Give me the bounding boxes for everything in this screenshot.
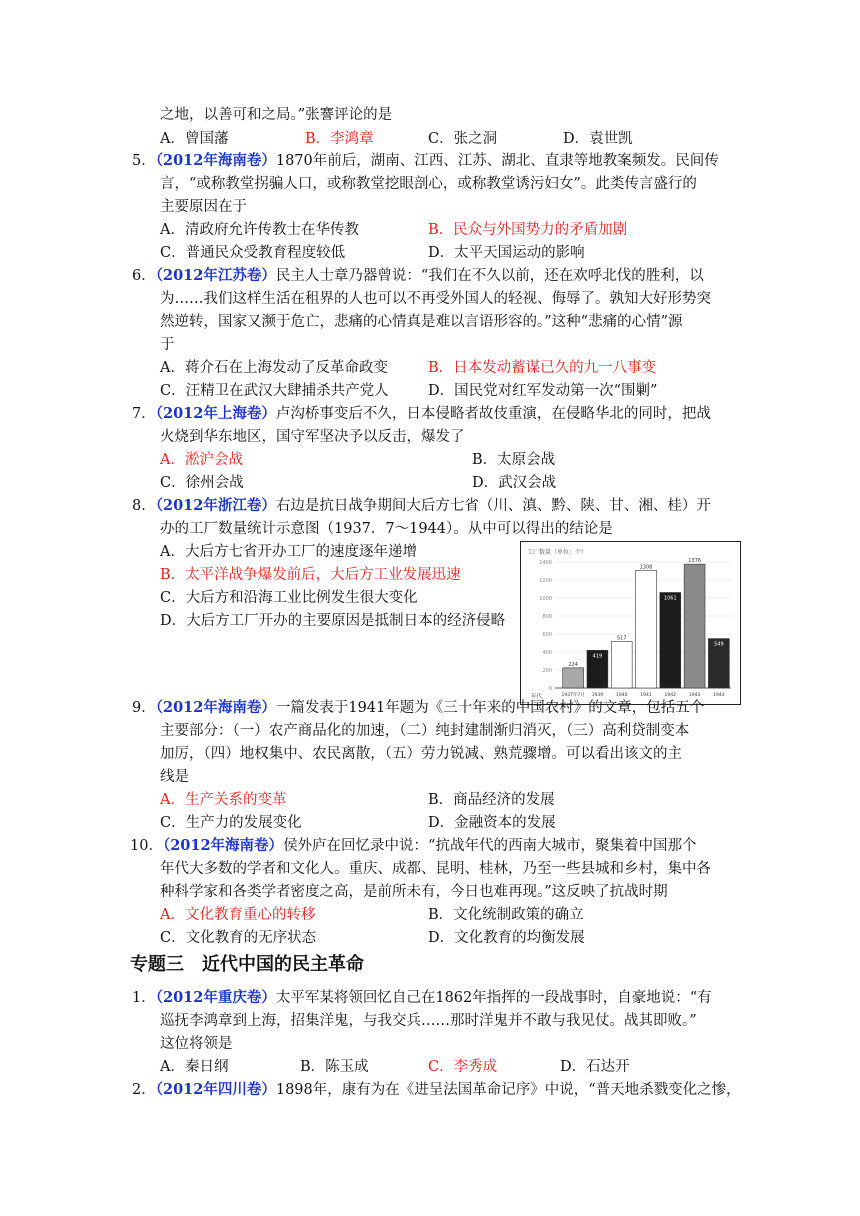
x-tick-label: 1943	[688, 693, 701, 698]
y-tick-label: 800	[542, 614, 552, 620]
bar-value-label: 419	[592, 653, 603, 660]
question-8	[132, 495, 711, 517]
bar-value-label: 1376	[688, 558, 701, 565]
option-d: D．国民党对红军发动第一次“围剿”	[428, 383, 658, 399]
factory-count-chart	[520, 541, 741, 705]
y-tick-label: 200	[542, 668, 552, 674]
question-source: （2012年海南卷）	[155, 152, 276, 169]
option-d: D．石达开	[560, 1059, 630, 1075]
question-text: 加厉，（四）地权集中、农民离散，（五）劳力锐减、熟荒骤增。可以看出该文的主	[160, 746, 682, 762]
option-b: B．文化统制政策的确立	[428, 907, 584, 923]
question-text: 言，“或称教堂拐骗人口，或称教堂挖眼剖心，或称教堂诱污妇女”。此类传言盛行的	[160, 176, 697, 192]
question-source: （2012年江苏卷）	[155, 267, 276, 284]
option-b-answer: B．日本发动蓄谋已久的九一八事变	[428, 360, 657, 376]
question-text: 1898年，康有为在《进呈法国革命记序》中说，“普天地杀戮变化之惨，	[275, 1082, 741, 1098]
question-text: 右边是抗日战争期间大后方七省（川、滇、黔、陕、甘、湘、桂）开	[275, 498, 711, 514]
option-d: D．太平天国运动的影响	[428, 245, 585, 261]
y-tick-label: 1400	[539, 560, 552, 566]
option-c: C．文化教育的无序状态	[160, 930, 317, 946]
question-text: 年代大多数的学者和文化人。重庆、成都、昆明、桂林，乃至一些县城和乡村，集中各	[160, 861, 711, 877]
y-tick-label: 600	[542, 632, 552, 638]
bar-chart	[521, 542, 739, 703]
question-source: （2012年浙江卷）	[155, 497, 276, 514]
question-text: 办的工厂数量统计示意图（1937．7～1944）。从中可以得出的结论是	[160, 521, 613, 537]
bar-value-label: 1308	[639, 564, 653, 571]
question-source: （2012年海南卷）	[162, 837, 284, 854]
x-tick-label: 1942	[664, 693, 677, 698]
question-number: 8．	[132, 498, 156, 514]
option-d: D．武汉会战	[472, 475, 557, 491]
section-heading: 专题三 近代中国的民主革命	[130, 954, 364, 975]
bar	[563, 668, 584, 688]
chart-bars	[563, 558, 730, 688]
question-source: （2012年上海卷）	[155, 405, 276, 422]
question-text: 种科学家和各类学者密度之高，是前所未有，今日也难再现。”这反映了抗战时期	[160, 884, 668, 900]
question-text: 一篇发表于1941年题为《三十年来的中国农村》的文章，包括五个	[275, 700, 705, 716]
question-number: 1．	[132, 990, 156, 1006]
option-a: A．蒋介石在上海发动了反革命政变	[160, 360, 388, 376]
question-text: 然逆转，国家又濒于危亡，悲痛的心情真是难以言语形容的。”这种“悲痛的心情”源	[160, 314, 683, 330]
option-b-answer: B．李鸿章	[305, 131, 374, 147]
option-d: D．袁世凯	[563, 131, 633, 147]
y-tick-label: 1200	[539, 578, 552, 584]
section-question-2	[132, 1079, 741, 1101]
question-7	[132, 403, 711, 425]
y-tick-label: 0	[548, 686, 552, 692]
question-text: 主要部分：（一）农产商品化的加速，（二）纯封建制渐归消灭，（三）高利贷制变本	[160, 723, 690, 739]
question-text: 巡抚李鸿章到上海，招集洋鬼，与我交兵……那时洋鬼并不敢与我见仗。战其即败。”	[160, 1013, 697, 1029]
x-tick-label: 1937年7月	[561, 693, 585, 698]
option-d: D．金融资本的发展	[428, 815, 556, 831]
y-tick-labels	[539, 560, 552, 692]
x-tick-label: 1939	[591, 693, 604, 698]
bar	[611, 641, 632, 688]
question-text: 民主人士章乃器曾说：“我们在不久以前，还在欢呼北伐的胜利，以	[275, 268, 704, 284]
question-text: 1870年前后，湖南、江西、江苏、湖北、直隶等地教案频发。民间传	[275, 153, 719, 169]
bar	[636, 570, 657, 688]
option-a: A．秦日纲	[160, 1059, 229, 1075]
option-c-answer: C．李秀成	[428, 1059, 498, 1075]
option-c: C．张之洞	[428, 131, 498, 147]
option-b: B．商品经济的发展	[428, 792, 555, 808]
question-number: 9．	[132, 700, 156, 716]
question-text: 为……我们这样生活在租界的人也可以不再受外国人的轻视、侮辱了。孰知大好形势突	[160, 291, 711, 307]
option-c: C．生产力的发展变化	[160, 815, 302, 831]
question-source: （2012年海南卷）	[155, 699, 276, 716]
y-axis-label: 工厂数量（单位：个）	[527, 549, 588, 556]
question-10	[130, 835, 696, 857]
option-a: A．曾国藩	[160, 131, 229, 147]
question-text: 卢沟桥事变后不久，日本侵略者故伎重演，在侵略华北的同时，把战	[275, 406, 711, 422]
option-b-answer: B．民众与外国势力的矛盾加剧	[428, 222, 628, 238]
x-axis-label: 年代	[531, 694, 543, 700]
question-text: 主要原因在于	[160, 199, 247, 215]
question-text: 之地，以善可和之局。”张謇评论的是	[160, 107, 393, 123]
question-number: 10．	[130, 838, 163, 854]
question-text: 侯外庐在回忆录中说：“抗战年代的西南大城市，聚集着中国那个	[283, 838, 697, 854]
question-number: 2．	[132, 1082, 156, 1098]
option-a: A．大后方七省开办工厂的速度逐年递增	[160, 544, 417, 560]
x-tick-label: 1944	[713, 693, 725, 698]
question-text: 火烧到华东地区，国守军坚决予以反击，爆发了	[160, 429, 465, 445]
option-b: B．陈玉成	[300, 1059, 369, 1075]
question-9	[132, 697, 704, 719]
question-number: 7．	[132, 406, 156, 422]
question-text: 这位将领是	[160, 1036, 233, 1052]
option-c: C．普通民众受教育程度较低	[160, 245, 346, 261]
question-text: 于	[160, 337, 175, 353]
y-tick-label: 400	[542, 650, 552, 656]
x-tick-label: 1940	[615, 693, 628, 698]
bar	[684, 564, 705, 688]
bar-value-label: 1061	[663, 595, 677, 602]
option-c: C．汪精卫在武汉大肆捕杀共产党人	[160, 383, 389, 399]
option-d: D．文化教育的均衡发展	[428, 930, 585, 946]
bar-value-label: 517	[616, 635, 627, 642]
bar-value-label: 224	[568, 661, 578, 668]
question-6	[132, 265, 704, 287]
y-tick-label: 1000	[539, 596, 552, 602]
section-question-1	[132, 987, 712, 1009]
option-d: D．大后方工厂开办的主要原因是抵制日本的经济侵略	[160, 613, 506, 629]
question-5	[132, 150, 719, 172]
option-a: A．清政府允许传教士在华传教	[160, 222, 359, 238]
option-a-answer: A．生产关系的变革	[160, 792, 287, 808]
option-a-answer: A．淞沪会战	[160, 452, 243, 468]
question-source: （2012年重庆卷）	[155, 989, 276, 1006]
question-text: 太平军某将领回忆自己在1862年指挥的一段战事时，自豪地说：“有	[275, 990, 712, 1006]
option-a-answer: A．文化教育重心的转移	[160, 907, 316, 923]
option-b: B．太原会战	[472, 452, 556, 468]
question-text: 线是	[160, 769, 189, 785]
question-number: 6．	[132, 268, 156, 284]
bar-value-label: 549	[714, 641, 724, 648]
question-number: 5．	[132, 153, 156, 169]
option-b-answer: B．太平洋战争爆发前后，大后方工业发展迅速	[160, 567, 461, 583]
question-source: （2012年四川卷）	[155, 1081, 276, 1098]
option-c: C．徐州会战	[160, 475, 244, 491]
x-tick-label: 1941	[640, 693, 652, 698]
option-c: C．大后方和沿海工业比例发生很大变化	[160, 590, 418, 606]
bar	[660, 593, 681, 688]
